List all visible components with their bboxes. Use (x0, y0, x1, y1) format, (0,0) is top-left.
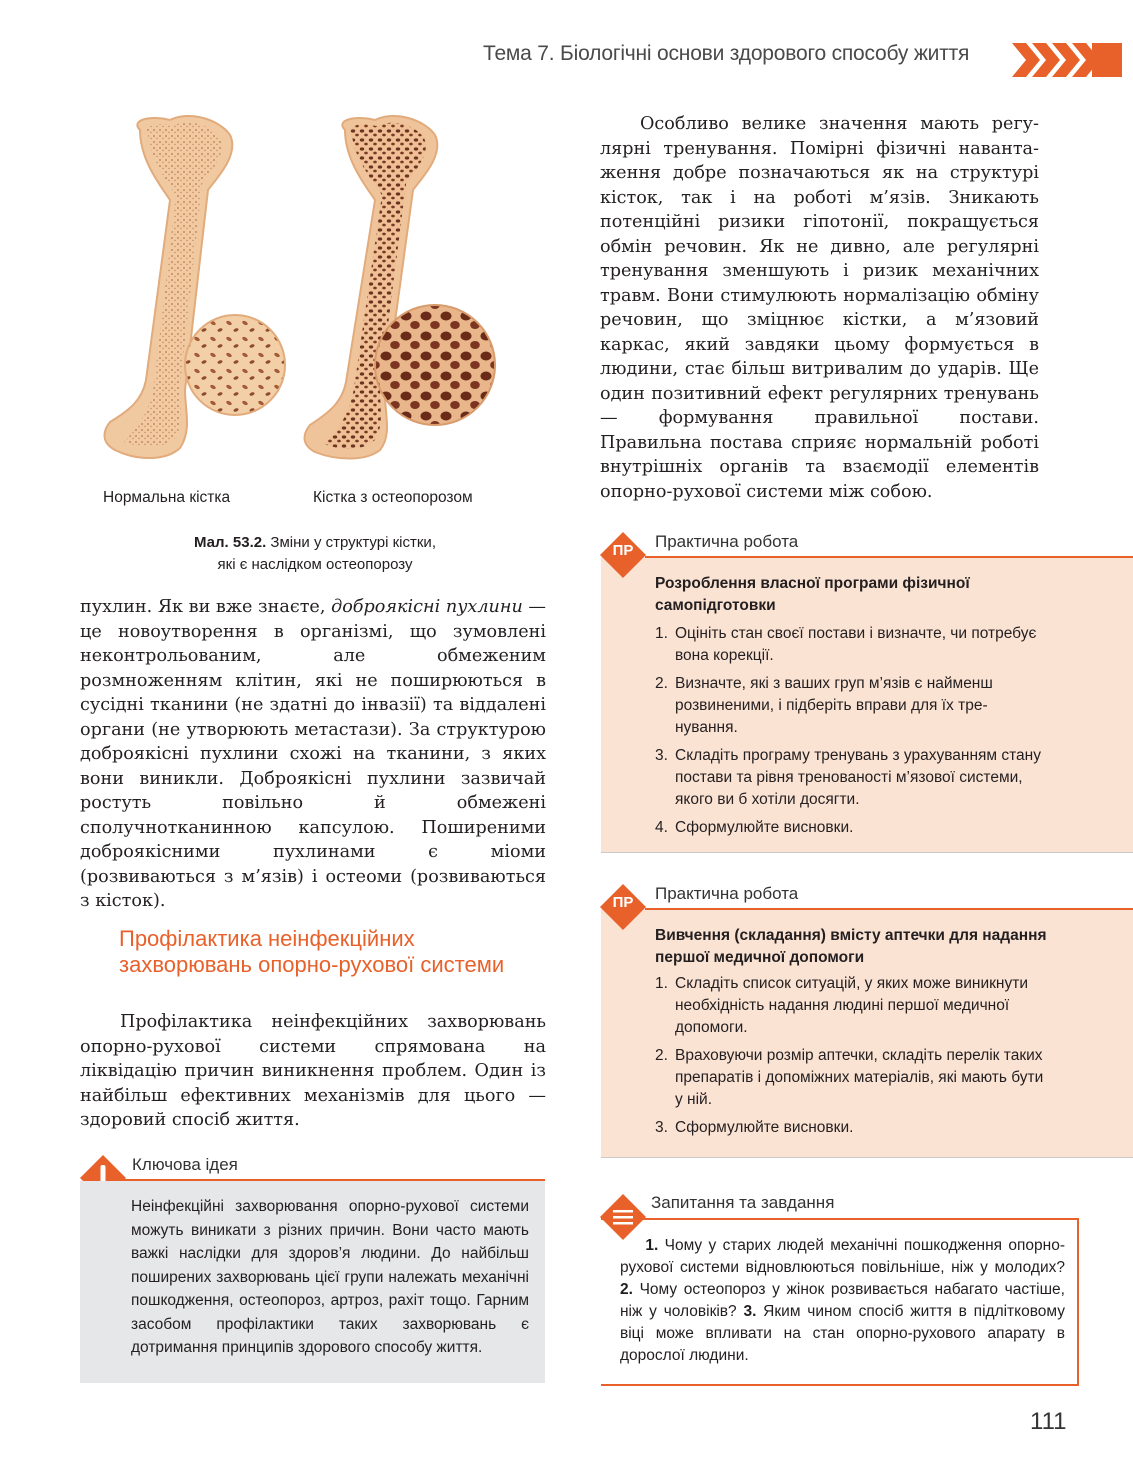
chevron-arrows-icon (1012, 43, 1122, 77)
list-item (655, 817, 1045, 839)
left-paragraph-1 (80, 595, 546, 914)
questions-title: Запитання та завдання (651, 1193, 835, 1212)
practical-work-title-1: Практична робота (655, 532, 799, 551)
practical-work-heading-2: Вивчення (складання) вмісту аптечки для надання першої медичної допомоги (655, 927, 1047, 966)
practical-work-list-1 (655, 623, 1045, 845)
practical-work-title-2: Практична робота (655, 884, 799, 903)
practical-work-rule-1 (645, 556, 1133, 558)
figure-caption (80, 532, 550, 576)
question-number: 2. (620, 1281, 633, 1298)
practical-work-list-2 (655, 973, 1045, 1145)
item-number: 3. (655, 747, 668, 764)
label-normal-bone: Нормальна кістка (103, 489, 231, 506)
caption-line1: Зміни у структурі кістки, (266, 534, 436, 551)
item-text: Сформулюйте висновки. (675, 819, 854, 836)
item-number: 1. (655, 625, 668, 642)
right-paragraph: Особливо велике значення мають регулярні тренування. Помірні фізичні навантаження добре позначаються як на структурі кісток, так і на роботі м’язів. Зникають потенційні ризики гіпотонії, покращується обмін речовин. Як не дивно, але регулярні тренування зменшують і ризик механічних травм. Вони стимулюють нормалізацію обміну речовин, що зміцнює кістки, а м’язовий каркас, який завдяки цьому формується в людини, стає більш витривалим до ударів. Ще один позитивний ефект регулярних тренувань — формування правильної постави. Правильна постава сприяє нормальній роботі внутрішніх органів та взаємодії елементів опорно-рухової системи між собою. (600, 114, 1039, 502)
question-text: Чому остеопороз у жінок розвивається набагато частіше, ніж у чоловіків? (620, 1281, 1065, 1320)
item-number: 2. (655, 1047, 668, 1064)
item-number: 1. (655, 975, 668, 992)
list-item (655, 973, 1045, 1039)
list-item (655, 745, 1045, 811)
item-text: Складіть програму тренувань з урахуванням стану постави та рівня тренованості м’язової системи, якого ви б хотіли досягти. (675, 747, 1041, 808)
question-number: 1. (645, 1237, 659, 1254)
para1-start: пухлин. Як ви вже знаєте, (80, 597, 332, 617)
question-text: Яким чином спосіб життя в підлітковому віці може впливати на стан опорно-рухового апарату в дорослої людини. (620, 1303, 1065, 1364)
item-number: 4. (655, 819, 668, 836)
item-text: Оцініть стан своєї постави і визначте, чи потребує вона корекції. (675, 625, 1037, 664)
item-text: Враховуючи розмір аптечки, складіть перелік таких препаратів і допоміжних матеріалів, які мають бути у ній. (675, 1047, 1044, 1108)
list-item (655, 623, 1045, 667)
key-idea-title: Ключова ідея (132, 1155, 238, 1174)
practical-work-rule-2 (645, 908, 1133, 910)
list-item (655, 673, 1045, 739)
caption-number: Мал. 53.2. (194, 534, 267, 551)
pr-badge-label-1: ПР (612, 542, 634, 559)
bone-illustration (80, 110, 550, 490)
item-text: Сформулюйте висновки. (675, 1119, 854, 1136)
list-item (655, 1117, 1045, 1139)
section-heading: Профілактика неінфекційних захворювань опорно-рухової системи (119, 926, 505, 977)
page-number: 111 (1030, 1408, 1067, 1435)
para1-end: — це новоутворення в організмі, що зумовлені неконтрольованим, але обмеженим розмноженням клітин, які не поширюються в сусідні тканини (не здатні до інвазії) та віддалені органи (не утворюють метастази). За структурою доброякісні пухлини схожі на тканини, з яких вони виникли. Доброякісні пухлини зазвичай ростуть повільно й обмежені сполучнотканинною капсулою. Поширеними доброякісними пухлинами є міоми (розвиваються з м’язів) і остеоми (розвиваються з кісток). (80, 597, 546, 911)
para1-term: доброякісні пухлини (331, 597, 523, 617)
item-text: Складіть список ситуацій, у яких може виникнути необхідність надання людині першої медичної допомоги. (675, 975, 1028, 1036)
practical-work-heading-1: Розроблення власної програми фізичної самопідготовки (655, 575, 970, 614)
pr-badge-label-2: ПР (612, 894, 634, 911)
questions-text (620, 1235, 1065, 1367)
chapter-header: Тема 7. Біологічні основи здорового способу життя (483, 42, 970, 65)
list-item (655, 1045, 1045, 1111)
label-osteo-bone: Кістка з остеопорозом (313, 489, 473, 506)
question-text: Чому у старих людей механічні пошкодження опорно-рухової системи відновлюються повільніше, ніж у молодих? (620, 1237, 1065, 1276)
question-number: 3. (743, 1303, 757, 1320)
list-icon (600, 1194, 646, 1240)
caption-line2: які є наслідком остеопорозу (217, 556, 413, 573)
left-paragraph-2: Профілактика неінфекційних захворювань опорно-рухової системи спрямована на ліквідацію причин виникнення проблем. Один із найбільш ефективних механізмів для цього — здоровий спосіб життя. (80, 1012, 546, 1130)
item-number: 3. (655, 1119, 668, 1136)
key-idea-text: Неінфекційні захворювання опорно-рухової системи можуть виникати з різних причин. Вони часто мають важкі наслідки для здоров’я людини. До найбільш поширених захворювань цієї групи належать механічні пошкодження, остеопороз, артроз, рахіт тощо. Гарним засобом профілактики таких захворювань є дотримання принципів здорового способу життя. (131, 1198, 529, 1356)
item-text: Визначте, які з ваших груп м’язів є найменш розвиненими, і підберіть вправи для їх тренування. (675, 675, 993, 736)
item-number: 2. (655, 675, 668, 692)
